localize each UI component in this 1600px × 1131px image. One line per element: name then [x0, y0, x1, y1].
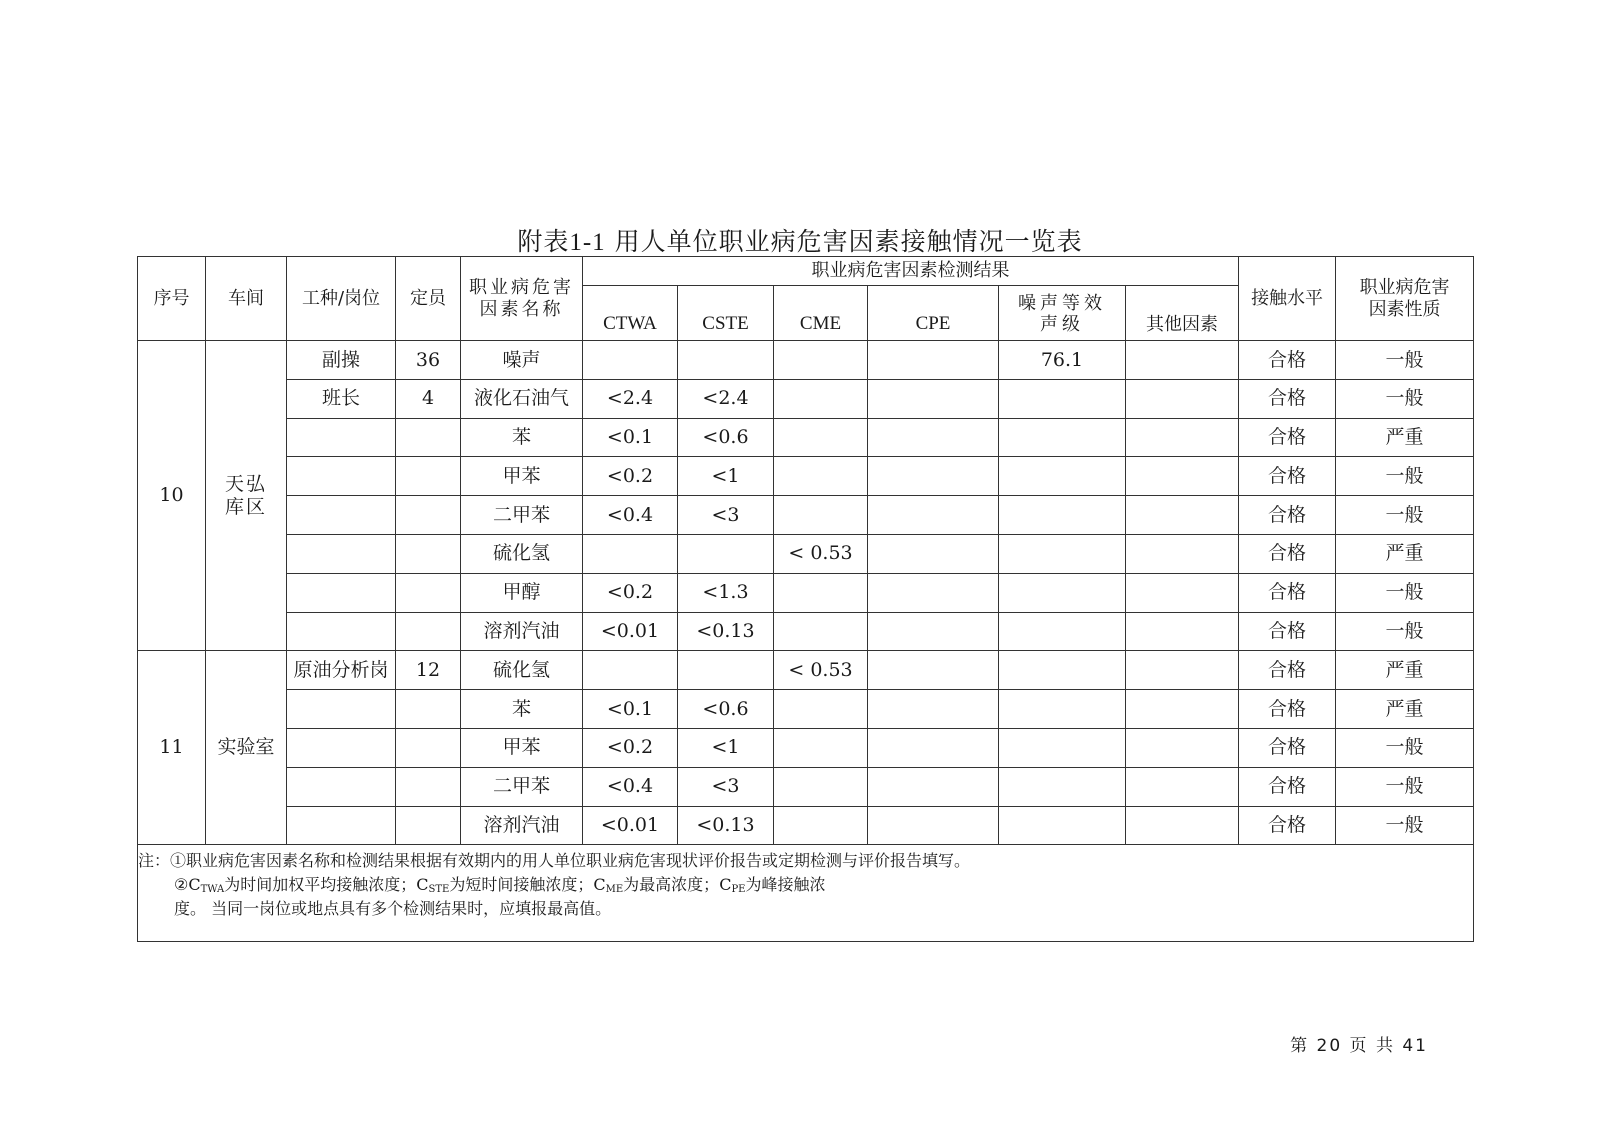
notes: [138, 845, 1474, 942]
cell-level: 合格: [1239, 767, 1336, 806]
title-prefix: 附表: [517, 227, 570, 256]
title-text: 用人单位职业病危害因素接触情况一览表: [614, 227, 1083, 256]
cell-nature: 一般: [1336, 612, 1474, 651]
cell-cme: [774, 341, 868, 380]
cell-ctwa: [583, 341, 678, 380]
cell-noise: [999, 379, 1126, 418]
cell-factor: 噪声: [461, 341, 583, 380]
note-c: C: [719, 874, 732, 894]
table-row: [138, 651, 1474, 690]
cell-cste: <3: [678, 767, 774, 806]
cell-ctwa: <2.4: [583, 379, 678, 418]
cell-noise: [999, 534, 1126, 573]
cell-level: 合格: [1239, 690, 1336, 729]
cell-cste: [678, 341, 774, 380]
cell-nature: 严重: [1336, 418, 1474, 457]
cell-nature: 严重: [1336, 651, 1474, 690]
cell-staff: [396, 806, 461, 845]
table-row: [138, 690, 1474, 729]
cell-noise: [999, 651, 1126, 690]
cell-other: [1126, 534, 1239, 573]
cell-factor: 苯: [461, 418, 583, 457]
cell-level: 合格: [1239, 573, 1336, 612]
cell-cme: [774, 379, 868, 418]
cell-noise: [999, 806, 1126, 845]
cell-staff: [396, 573, 461, 612]
cell-noise: [999, 418, 1126, 457]
cell-factor: 溶剂汽油: [461, 612, 583, 651]
page-footer: 第 20 页 共 41: [1290, 1036, 1428, 1056]
table-row: [138, 728, 1474, 767]
header-other: 其他因素: [1126, 286, 1239, 341]
cell-cste: <0.6: [678, 690, 774, 729]
note-c: C: [416, 874, 429, 894]
header-cme: CME: [774, 286, 868, 341]
cell-staff: [396, 612, 461, 651]
cell-ctwa: <0.2: [583, 457, 678, 496]
cell-level: 合格: [1239, 418, 1336, 457]
cell-nature: 一般: [1336, 496, 1474, 535]
note-pe-desc: 为峰接触浓: [745, 874, 826, 894]
cell-level: 合格: [1239, 496, 1336, 535]
cell-noise: [999, 612, 1126, 651]
cell-cpe: [868, 457, 999, 496]
cell-post: [287, 534, 396, 573]
note-sub-twa: TWA: [200, 883, 225, 895]
cell-ctwa: <0.4: [583, 767, 678, 806]
cell-nature: 严重: [1336, 690, 1474, 729]
note-line-2: [138, 873, 1473, 898]
cell-factor: 液化石油气: [461, 379, 583, 418]
cell-cpe: [868, 728, 999, 767]
cell-other: [1126, 806, 1239, 845]
note-twa-desc: 为时间加权平均接触浓度；: [224, 874, 417, 894]
cell-ctwa: <0.2: [583, 573, 678, 612]
cell-ctwa: [583, 651, 678, 690]
header-ctwa: CTWA: [583, 286, 678, 341]
cell-factor: 甲苯: [461, 728, 583, 767]
cell-noise: [999, 573, 1126, 612]
cell-staff: [396, 534, 461, 573]
cell-staff: [396, 418, 461, 457]
table-row: [138, 612, 1474, 651]
cell-other: [1126, 612, 1239, 651]
group-seq: 11: [138, 651, 206, 845]
cell-level: 合格: [1239, 612, 1336, 651]
cell-factor: 苯: [461, 690, 583, 729]
cell-cste: <0.13: [678, 806, 774, 845]
notes-row: [138, 845, 1474, 942]
group-workshop: 天弘库区: [206, 341, 287, 651]
header-exposure-level: 接触水平: [1239, 257, 1336, 341]
cell-cpe: [868, 418, 999, 457]
cell-other: [1126, 690, 1239, 729]
cell-cpe: [868, 767, 999, 806]
cell-cste: <2.4: [678, 379, 774, 418]
cell-ctwa: [583, 534, 678, 573]
header-detection-group: 职业病危害因素检测结果: [583, 257, 1239, 286]
cell-cpe: [868, 651, 999, 690]
cell-staff: [396, 728, 461, 767]
cell-level: 合格: [1239, 651, 1336, 690]
cell-staff: [396, 767, 461, 806]
table-row: [138, 767, 1474, 806]
cell-factor: 甲醇: [461, 573, 583, 612]
cell-cpe: [868, 806, 999, 845]
table-row: [138, 379, 1474, 418]
cell-cpe: [868, 341, 999, 380]
cell-cste: <0.6: [678, 418, 774, 457]
cell-cme: < 0.53: [774, 534, 868, 573]
cell-other: [1126, 457, 1239, 496]
table-row: [138, 573, 1474, 612]
cell-cste: <1: [678, 728, 774, 767]
cell-factor: 甲苯: [461, 457, 583, 496]
header-hazard-nature: 职业病危害因素性质: [1336, 257, 1474, 341]
cell-cste: <1: [678, 457, 774, 496]
cell-ctwa: <0.01: [583, 806, 678, 845]
cell-level: 合格: [1239, 728, 1336, 767]
cell-cste: <0.13: [678, 612, 774, 651]
cell-other: [1126, 496, 1239, 535]
header-seq: 序号: [138, 257, 206, 341]
header-cste: CSTE: [678, 286, 774, 341]
cell-post: [287, 573, 396, 612]
cell-nature: 一般: [1336, 806, 1474, 845]
cell-staff: [396, 457, 461, 496]
cell-nature: 一般: [1336, 728, 1474, 767]
note-sub-me: ME: [605, 883, 624, 895]
cell-factor: 硫化氢: [461, 534, 583, 573]
cell-post: [287, 690, 396, 729]
title-number: 1-1: [569, 229, 606, 256]
cell-noise: [999, 728, 1126, 767]
exposure-table: [137, 256, 1474, 942]
cell-cste: [678, 651, 774, 690]
header-factor-name: 职业病危害因素名称: [461, 257, 583, 341]
cell-noise: [999, 496, 1126, 535]
table-row: [138, 457, 1474, 496]
cell-cme: [774, 418, 868, 457]
cell-other: [1126, 341, 1239, 380]
table-row: [138, 806, 1474, 845]
cell-level: 合格: [1239, 457, 1336, 496]
cell-level: 合格: [1239, 534, 1336, 573]
cell-staff: 4: [396, 379, 461, 418]
cell-noise: [999, 690, 1126, 729]
table-row: [138, 496, 1474, 535]
cell-post: 原油分析岗: [287, 651, 396, 690]
cell-nature: 一般: [1336, 379, 1474, 418]
cell-other: [1126, 728, 1239, 767]
cell-post: 班长: [287, 379, 396, 418]
cell-ctwa: <0.01: [583, 612, 678, 651]
cell-cme: [774, 573, 868, 612]
cell-cpe: [868, 379, 999, 418]
cell-nature: 一般: [1336, 767, 1474, 806]
cell-post: [287, 496, 396, 535]
cell-cpe: [868, 690, 999, 729]
cell-staff: [396, 496, 461, 535]
table-row: [138, 534, 1474, 573]
table-row: [138, 418, 1474, 457]
cell-cste: [678, 534, 774, 573]
cell-factor: 溶剂汽油: [461, 806, 583, 845]
header-cpe: CPE: [868, 286, 999, 341]
note-me-desc: 为最高浓度；: [623, 874, 720, 894]
cell-post: [287, 806, 396, 845]
table-row: [138, 341, 1474, 380]
cell-other: [1126, 767, 1239, 806]
cell-cpe: [868, 573, 999, 612]
cell-cme: [774, 496, 868, 535]
cell-post: [287, 767, 396, 806]
note-circle-2: ②: [174, 874, 189, 894]
cell-post: [287, 728, 396, 767]
cell-other: [1126, 418, 1239, 457]
cell-cste: <3: [678, 496, 774, 535]
cell-factor: 硫化氢: [461, 651, 583, 690]
cell-other: [1126, 379, 1239, 418]
cell-nature: 一般: [1336, 457, 1474, 496]
cell-cme: [774, 457, 868, 496]
cell-level: 合格: [1239, 806, 1336, 845]
cell-ctwa: <0.1: [583, 690, 678, 729]
cell-level: 合格: [1239, 341, 1336, 380]
note-sub-ste: STE: [428, 883, 450, 895]
cell-staff: 12: [396, 651, 461, 690]
cell-cme: [774, 767, 868, 806]
cell-nature: 严重: [1336, 534, 1474, 573]
cell-factor: 二甲苯: [461, 767, 583, 806]
cell-cpe: [868, 612, 999, 651]
cell-cme: [774, 690, 868, 729]
cell-nature: 一般: [1336, 573, 1474, 612]
header-noise: 噪声等效声级: [999, 286, 1126, 341]
cell-post: [287, 457, 396, 496]
cell-factor: 二甲苯: [461, 496, 583, 535]
cell-cme: [774, 806, 868, 845]
cell-noise: 76.1: [999, 341, 1126, 380]
header-staff: 定员: [396, 257, 461, 341]
cell-cpe: [868, 534, 999, 573]
group-seq: 10: [138, 341, 206, 651]
cell-ctwa: <0.4: [583, 496, 678, 535]
note-sub-pe: PE: [731, 883, 746, 895]
header-workshop: 车间: [206, 257, 287, 341]
note-ste-desc: 为短时间接触浓度；: [449, 874, 594, 894]
note-line-1: 注：①职业病危害因素名称和检测结果根据有效期内的用人单位职业病危害现状评价报告或定期检测与评价报告填写。: [138, 851, 971, 871]
cell-other: [1126, 651, 1239, 690]
table-title: [0, 222, 1600, 258]
note-c: C: [593, 874, 606, 894]
cell-cste: <1.3: [678, 573, 774, 612]
group-workshop: 实验室: [206, 651, 287, 845]
cell-cme: < 0.53: [774, 651, 868, 690]
cell-cme: [774, 728, 868, 767]
cell-post: [287, 612, 396, 651]
cell-post: 副操: [287, 341, 396, 380]
cell-ctwa: <0.1: [583, 418, 678, 457]
cell-cme: [774, 612, 868, 651]
cell-other: [1126, 573, 1239, 612]
cell-level: 合格: [1239, 379, 1336, 418]
cell-staff: [396, 690, 461, 729]
cell-post: [287, 418, 396, 457]
cell-cpe: [868, 496, 999, 535]
header-post: 工种/岗位: [287, 257, 396, 341]
cell-noise: [999, 457, 1126, 496]
note-c: C: [188, 874, 201, 894]
cell-ctwa: <0.2: [583, 728, 678, 767]
cell-staff: 36: [396, 341, 461, 380]
note-line-3: 度。 当同一岗位或地点具有多个检测结果时，应填报最高值。: [174, 899, 612, 919]
cell-noise: [999, 767, 1126, 806]
cell-nature: 一般: [1336, 341, 1474, 380]
